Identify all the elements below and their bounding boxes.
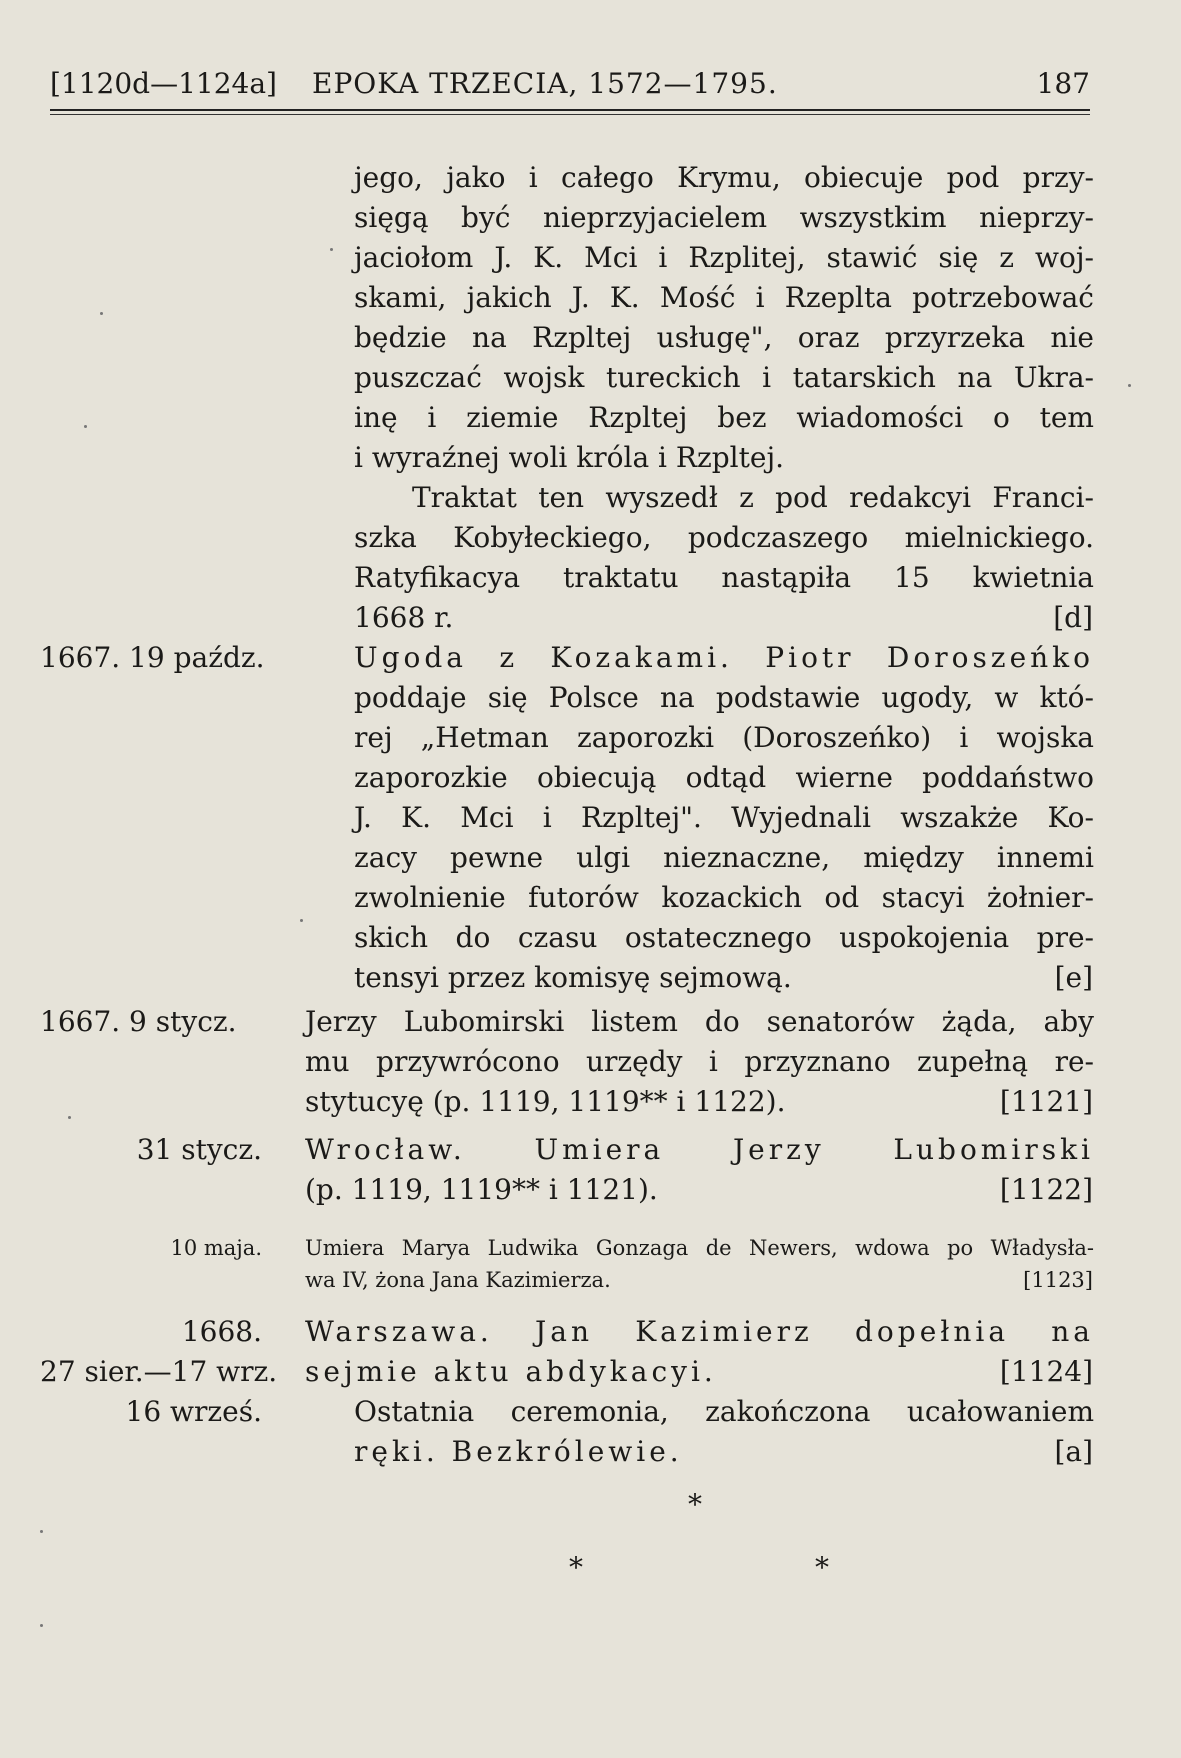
body-line: i wyraźnej woli króla i Rzpltej. <box>354 441 785 474</box>
reference-marker: [1124] <box>999 1355 1093 1388</box>
paper-speck <box>40 1530 43 1533</box>
entry-line: tensyi przez komisyę sejmową. <box>354 961 792 994</box>
entry-line: Wrocław. Umiera Jerzy Lubomirski <box>305 1133 1094 1166</box>
entry-date: 16 wrześ. <box>125 1395 262 1428</box>
body-line: Traktat ten wyszedł z pod redakcyi Franci- <box>412 481 1094 514</box>
entry-line: zwolnienie futorów kozackich od stacyi żołnier- <box>354 881 1094 914</box>
header-rule-thin <box>50 114 1090 115</box>
entry-line: Ostatnia ceremonia, zakończona ucałowaniem <box>354 1395 1094 1428</box>
body-line: Ratyfikacya traktatu nastąpiła 15 kwietnia <box>354 561 1094 594</box>
entry-line: J. K. Mci i Rzpltej". Wyjednali wszakże Ko- <box>354 801 1094 834</box>
entry-date: 10 maja. <box>170 1236 262 1260</box>
header-title: EPOKA TRZECIA, 1572—1795. <box>312 67 778 100</box>
page-number: 187 <box>1036 67 1090 100</box>
paper-speck <box>40 1624 43 1627</box>
entry-date: 27 sier.—17 wrz. <box>40 1355 278 1388</box>
paper-speck <box>100 312 103 315</box>
body-line: szka Kobyłeckiego, podczaszego mielnickiego. <box>354 521 1094 554</box>
reference-marker: [1121] <box>999 1085 1093 1118</box>
entry-line: Umiera Marya Ludwika Gonzaga de Newers, wdowa po Władysła- <box>305 1236 1094 1260</box>
entry-date: 1667. 9 stycz. <box>40 1005 237 1038</box>
reference-marker: [a] <box>1054 1435 1093 1468</box>
entry-line: (p. 1119, 1119** i 1121). <box>305 1173 658 1206</box>
header-range: [1120d—1124a] <box>50 67 277 100</box>
entry-date: 1667. 19 paźdz. <box>40 641 265 674</box>
entry-line: Jerzy Lubomirski listem do senatorów żąda, aby <box>305 1005 1094 1038</box>
entry-date: 31 stycz. <box>136 1133 262 1166</box>
body-line: jego, jako i całego Krymu, obiecuje pod przy- <box>354 161 1094 194</box>
body-line: jaciołom J. K. Mci i Rzplitej, stawić się z woj- <box>354 241 1094 274</box>
entry-line: ręki. Bezkrólewie. <box>354 1435 683 1468</box>
entry-line: skich do czasu ostatecznego uspokojenia pre- <box>354 921 1094 954</box>
paper-speck <box>84 425 87 428</box>
body-line: skami, jakich J. K. Mość i Rzeplta potrzebować <box>354 281 1094 314</box>
asterism-top-star: * <box>688 1488 702 1521</box>
header-rule <box>50 109 1090 111</box>
entry-line: poddaje się Polsce na podstawie ugody, w któ- <box>354 681 1094 714</box>
paper-speck <box>68 1116 71 1119</box>
entry-year: 1668. <box>181 1315 262 1348</box>
body-line: inę i ziemie Rzpltej bez wiadomości o tem <box>354 401 1094 434</box>
reference-marker: [1123] <box>1023 1268 1093 1292</box>
asterism-right-star: * <box>815 1551 829 1584</box>
entry-line: zaporozkie obiecują odtąd wierne poddaństwo <box>354 761 1094 794</box>
entry-line: Ugoda z Kozakami. Piotr Doroszeńko <box>354 641 1094 674</box>
entry-line: wa IV, żona Jana Kazimierza. <box>305 1268 611 1292</box>
body-line: 1668 r. <box>354 601 454 634</box>
body-line: będzie na Rzpltej usługę", oraz przyrzeka nie <box>354 321 1094 354</box>
body-line: sięgą być nieprzyjacielem wszystkim nieprzy- <box>354 201 1094 234</box>
paper-speck <box>1128 384 1131 387</box>
asterism-left-star: * <box>569 1551 583 1584</box>
reference-marker: [e] <box>1054 961 1093 994</box>
reference-marker: [1122] <box>999 1173 1093 1206</box>
paper-speck <box>300 919 303 922</box>
entry-line: mu przywrócono urzędy i przyznano zupełną re- <box>305 1045 1094 1078</box>
paper-speck <box>330 248 333 251</box>
entry-line: Warszawa. Jan Kazimierz dopełnia na <box>305 1315 1094 1348</box>
body-line: puszczać wojsk tureckich i tatarskich na Ukra- <box>354 361 1094 394</box>
entry-line: zacy pewne ulgi nieznaczne, między innemi <box>354 841 1094 874</box>
reference-marker: [d] <box>1053 601 1093 634</box>
running-header <box>50 64 1090 104</box>
entry-line: stytucyę (p. 1119, 1119** i 1122). <box>305 1085 786 1118</box>
entry-line: sejmie aktu abdykacyi. <box>305 1355 717 1388</box>
entry-line: rej „Hetman zaporozki (Doroszeńko) i wojska <box>354 721 1094 754</box>
